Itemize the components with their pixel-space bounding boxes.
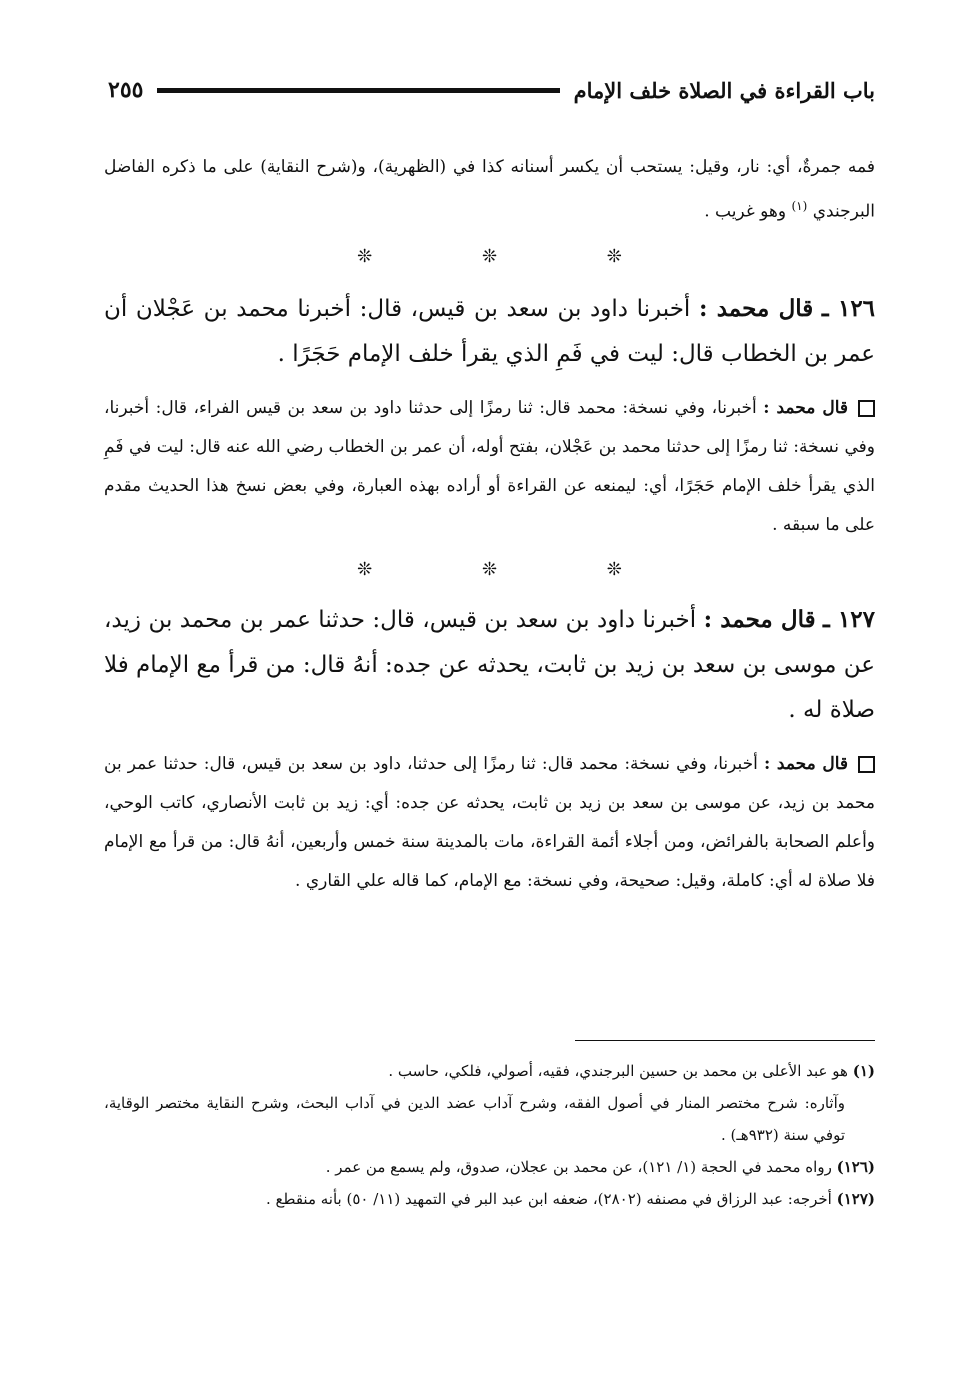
footnote-text: وآثاره: شرح مختصر المنار في أصول الفقه، وشرح آداب عضد الدين في آداب البحث، وشرح النقاية مختصر الوقاية، توفي سنة (٩٣٢هـ) . [104, 1094, 845, 1144]
commentary-126 [104, 389, 875, 545]
commentary-text: أخبرنا، وفي نسخة: محمد قال: ثنا رمزًا إلى حدثنا، داود بن سعد بن قيس، قال: حدثنا عمر بن محمد بن زيد، عن موسى بن سعد بن زيد بن ثابت، يحدثه عن جده: أي: زيد بن ثابت الأنصاري، كاتب الوحي، وأعلم الصحابة بالفرائض، ومن أجلاء أئمة القراءة، مات بالمدينة سنة خمس وأربعين، أنهُ قال: من قرأ مع الإمام فلا صلاة له أي: كاملة، وقيل: صحيحة، وفي نسخة: مع الإمام، كما قاله علي القاري . [104, 753, 875, 891]
commentary-lead: قال محمد : [764, 753, 848, 774]
header-rule [157, 88, 559, 93]
hadith-text: أخبرنا داود بن سعد بن قيس، قال: حدثنا عمر بن محمد بن زيد، عن موسى بن سعد بن زيد بن ثابت، يحدثه عن جده: أنهُ قال: من قرأ مع الإمام فلا صلاة له . [104, 606, 875, 723]
commentary-text: أخبرنا، وفي نسخة: محمد قال: ثنا رمزًا إلى حدثنا داود بن سعد بن قيس الفراء، قال: أخبرنا، وفي نسخة: ثنا رمزًا إلى حدثنا محمد بن عَجْلان، بفتح أوله، أن عمر بن الخطاب رضي الله عنه قال: ليت في فَمِ الذي يقرأ خلف الإمام حَجَرًا، أي: ليمنعه عن القراءة أو أراده بهذه العبارة، وفي بعض نسخ هذا الحديث مقدم على ما سبقه . [104, 397, 875, 535]
footnote-1 [104, 1055, 875, 1087]
hadith-text: أخبرنا داود بن سعد بن قيس، قال: أخبرنا محمد بن عَجْلان أن عمر بن الخطاب قال: ليت في فَمِ الذي يقرأ خلف الإمام حَجَرًا . [104, 295, 875, 367]
intro-note [104, 148, 875, 232]
commentary-box-icon [858, 400, 875, 417]
hadith-lead: قال محمد : [698, 294, 814, 322]
section-separator: ❊ ❊ ❊ [357, 245, 674, 267]
page-content [104, 148, 875, 901]
footnote-text: هو عبد الأعلى بن محمد بن حسين البرجندي، فقيه، أصولي، فلكي، حاسب . [388, 1062, 848, 1080]
footnote-separator [575, 1040, 875, 1041]
footnote-number: (١٢٧) [836, 1190, 875, 1208]
footnote-number: (١٢٦) [836, 1158, 875, 1176]
hadith-126 [104, 286, 875, 377]
footnote-ref: (١) [791, 199, 808, 213]
intro-note-end: وهو غريب . [704, 201, 787, 222]
commentary-127 [104, 745, 875, 901]
commentary-lead: قال محمد : [763, 397, 849, 418]
hadith-lead: قال محمد : [703, 605, 816, 633]
footnote-text: رواه محمد في الحجة (١/ ١٢١)، عن محمد بن عجلان، صدوق، ولم يسمع من عمر . [325, 1158, 832, 1176]
footnote-text: أخرجه: عبد الرزاق في مصنفه (٢٨٠٢)، ضعفه ابن عبد البر في التمهيد (١١/ ٥٠) بأنه منقطع . [266, 1190, 832, 1208]
intro-note-text: فمه جمرةٌ، أي: نار، وقيل: يستحب أن يكسر أسنانه كذا في (الظهرية)، و(شرح النقاية) على ما ذكره الفاضل البرجندي [104, 157, 875, 222]
section-separator: ❊ ❊ ❊ [357, 558, 674, 580]
footnote-number: (١) [852, 1062, 875, 1080]
hadith-127 [104, 597, 875, 733]
footnotes [104, 1055, 875, 1215]
footnote-126 [104, 1151, 875, 1183]
hadith-number: ١٢٦ ـ [821, 294, 876, 322]
footnote-1-continued [104, 1087, 875, 1151]
page-header [108, 70, 875, 110]
page-number: ٢٥٥ [108, 77, 144, 103]
commentary-box-icon [858, 756, 875, 773]
running-title: باب القراءة في الصلاة خلف الإمام [573, 77, 875, 103]
footnote-127 [104, 1183, 875, 1215]
hadith-number: ١٢٧ ـ [823, 605, 875, 633]
